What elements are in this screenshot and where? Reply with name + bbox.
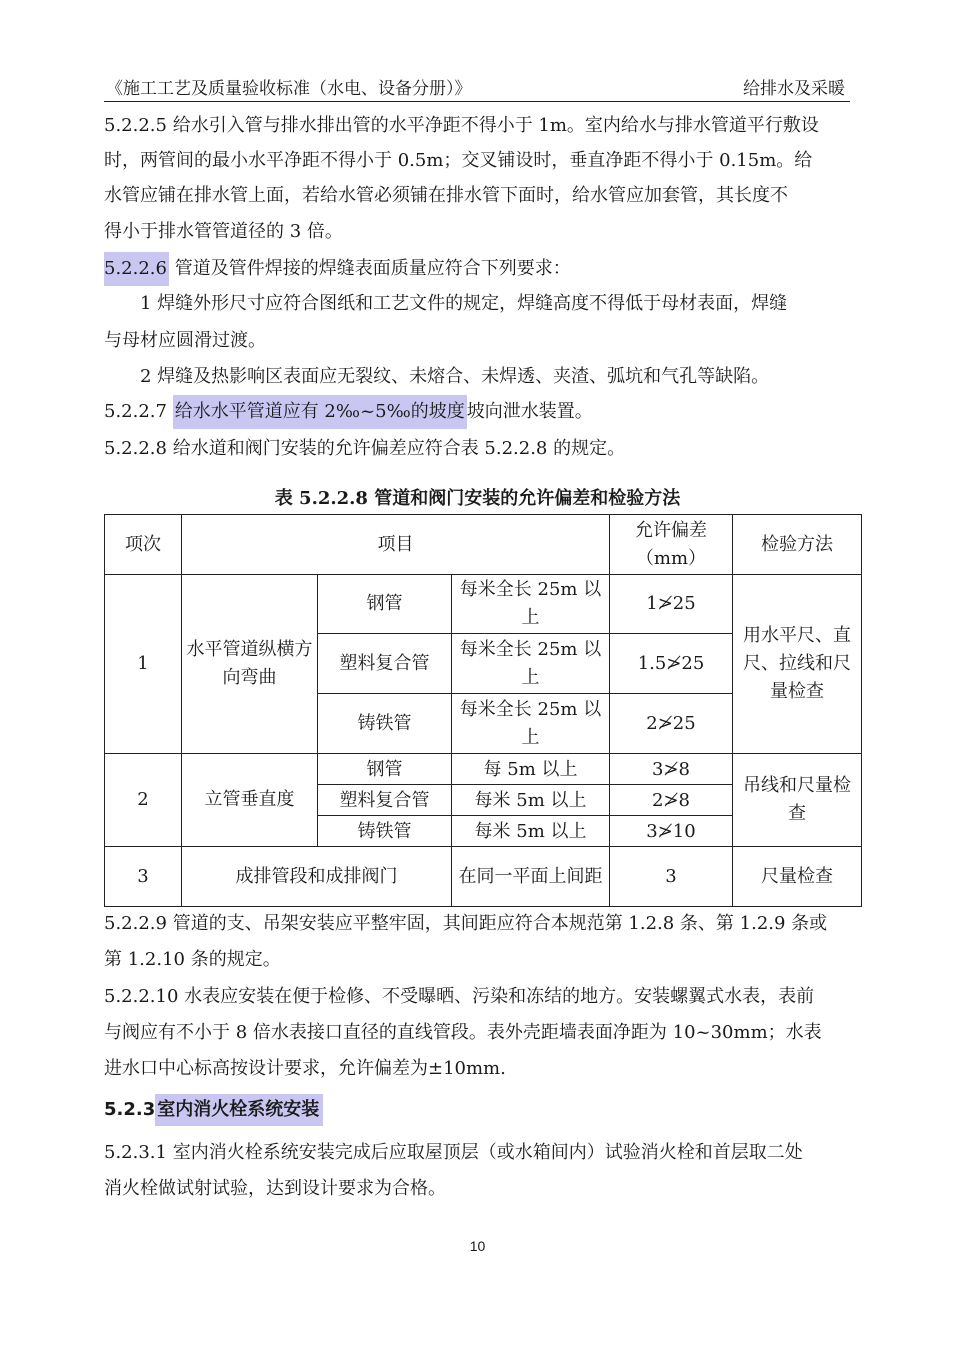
cell-condition: 每米全长 25m 以上: [452, 575, 610, 634]
para-52210-line-3: 进水口中心标高按设计要求，允许偏差为±10mm.: [104, 1058, 506, 1079]
cell-material: 钢管: [318, 754, 452, 785]
para-5225-line-3: 水管应铺在排水管上面，若给水管必须铺在排水管下面时，给水管应加套管，其长度不: [104, 185, 788, 206]
header-method: 检验方法: [733, 515, 862, 575]
highlighted-text: 给水水平管道应有 2‰~5‰的坡度: [173, 395, 467, 429]
section-heading-523: [104, 1098, 864, 1122]
table-title: 表 5.2.2.8 管道和阀门安装的允许偏差和检验方法: [274, 488, 681, 509]
cell-condition: 每米全长 25m 以上: [452, 634, 610, 694]
para-5231-line-1: 5.2.3.1 室内消火栓系统安装完成后应取屋顶层（或水箱间内）试验消火栓和首层取二处: [104, 1142, 803, 1163]
running-header-section: 给排水及采暖: [743, 79, 845, 99]
cell-tolerance: 3≯8: [610, 754, 733, 785]
para-5226: [104, 257, 864, 281]
cell-condition: 每米 5m 以上: [452, 816, 610, 847]
cell-material: 塑料复合管: [318, 634, 452, 694]
cell-material: 塑料复合管: [318, 785, 452, 816]
cell-tolerance: 1≯25: [610, 575, 733, 634]
table-row: [105, 575, 862, 634]
cell-method: 吊线和尺量检查: [733, 754, 862, 847]
header-item: 项目: [182, 515, 610, 575]
section-title-highlight: 室内消火栓系统安装: [155, 1094, 323, 1126]
cell-material: 铸铁管: [318, 694, 452, 754]
cell-tolerance: 1.5≯25: [610, 634, 733, 694]
cell-method: 尺量检查: [733, 847, 862, 907]
cell-item: 成排管段和成排阀门: [182, 847, 452, 907]
para-5227: [104, 400, 864, 424]
header-index: 项次: [105, 515, 182, 575]
running-header-title: 《施工工艺及质量验收标准（水电、设备分册）》: [106, 79, 472, 99]
header-rule: [104, 101, 850, 102]
para-5226-item-1-line-1: 1 焊缝外形尺寸应符合图纸和工艺文件的规定，焊缝高度不得低于母材表面，焊缝: [140, 293, 788, 314]
para-5226-item-2: 2 焊缝及热影响区表面应无裂纹、未熔合、未焊透、夹渣、弧坑和气孔等缺陷。: [140, 366, 770, 387]
para-5228: 5.2.2.8 给水道和阀门安装的允许偏差应符合表 5.2.2.8 的规定。: [104, 438, 626, 459]
para-52210-line-1: 5.2.2.10 水表应安装在便于检修、不受曝晒、污染和冻结的地方。安装螺翼式水表，表前: [104, 986, 815, 1007]
para-5225-line-4: 得小于排水管管道径的 3 倍。: [104, 221, 343, 242]
cell-index: 3: [105, 847, 182, 907]
clause-number-highlight: 5.2.2.6: [104, 252, 169, 286]
cell-group: 水平管道纵横方向弯曲: [182, 575, 318, 754]
tolerance-table: [104, 514, 862, 907]
cell-tolerance: 3≯10: [610, 816, 733, 847]
header-tolerance: 允许偏差（mm）: [610, 515, 733, 575]
cell-tolerance: 3: [610, 847, 733, 907]
para-5226-item-1-line-2: 与母材应圆滑过渡。: [104, 330, 266, 351]
cell-index: 2: [105, 754, 182, 847]
cell-condition: 每米 5m 以上: [452, 785, 610, 816]
table-row: [105, 754, 862, 785]
cell-tolerance: 2≯8: [610, 785, 733, 816]
para-52210-line-2: 与阀应有不小于 8 倍水表接口直径的直线管段。表外壳距墙表面净距为 10~30mm；水表: [104, 1022, 822, 1043]
table-row: [105, 847, 862, 907]
para-5231-line-2: 消火栓做试射试验，达到设计要求为合格。: [104, 1178, 446, 1199]
cell-material: 钢管: [318, 575, 452, 634]
clause-text: 坡向泄水装置。: [466, 401, 593, 422]
para-5229-line-1: 5.2.2.9 管道的支、吊架安装应平整牢固，其间距应符合本规范第 1.2.8 条、第 1.2.9 条或: [104, 913, 828, 934]
cell-index: 1: [105, 575, 182, 754]
cell-condition: 在同一平面上间距: [452, 847, 610, 907]
cell-group: 立管垂直度: [182, 754, 318, 847]
clause-number: 5.2.2.7: [104, 401, 173, 422]
cell-material: 铸铁管: [318, 816, 452, 847]
section-number: 5.2.3: [104, 1099, 156, 1120]
cell-condition: 每 5m 以上: [452, 754, 610, 785]
cell-condition: 每米全长 25m 以上: [452, 694, 610, 754]
clause-text: 管道及管件焊接的焊缝表面质量应符合下列要求：: [168, 258, 571, 279]
para-5225-line-1: 5.2.2.5 给水引入管与排水排出管的水平净距不得小于 1m。室内给水与排水管道平行敷设: [104, 115, 819, 136]
para-5225-line-2: 时，两管间的最小水平净距不得小于 0.5m；交叉铺设时，垂直净距不得小于 0.15m。给: [104, 150, 813, 171]
para-5229-line-2: 第 1.2.10 条的规定。: [104, 949, 281, 970]
cell-method: 用水平尺、直尺、拉线和尺量检查: [733, 575, 862, 754]
cell-tolerance: 2≯25: [610, 694, 733, 754]
table-header-row: [105, 515, 862, 575]
page-number: 10: [469, 1238, 486, 1254]
